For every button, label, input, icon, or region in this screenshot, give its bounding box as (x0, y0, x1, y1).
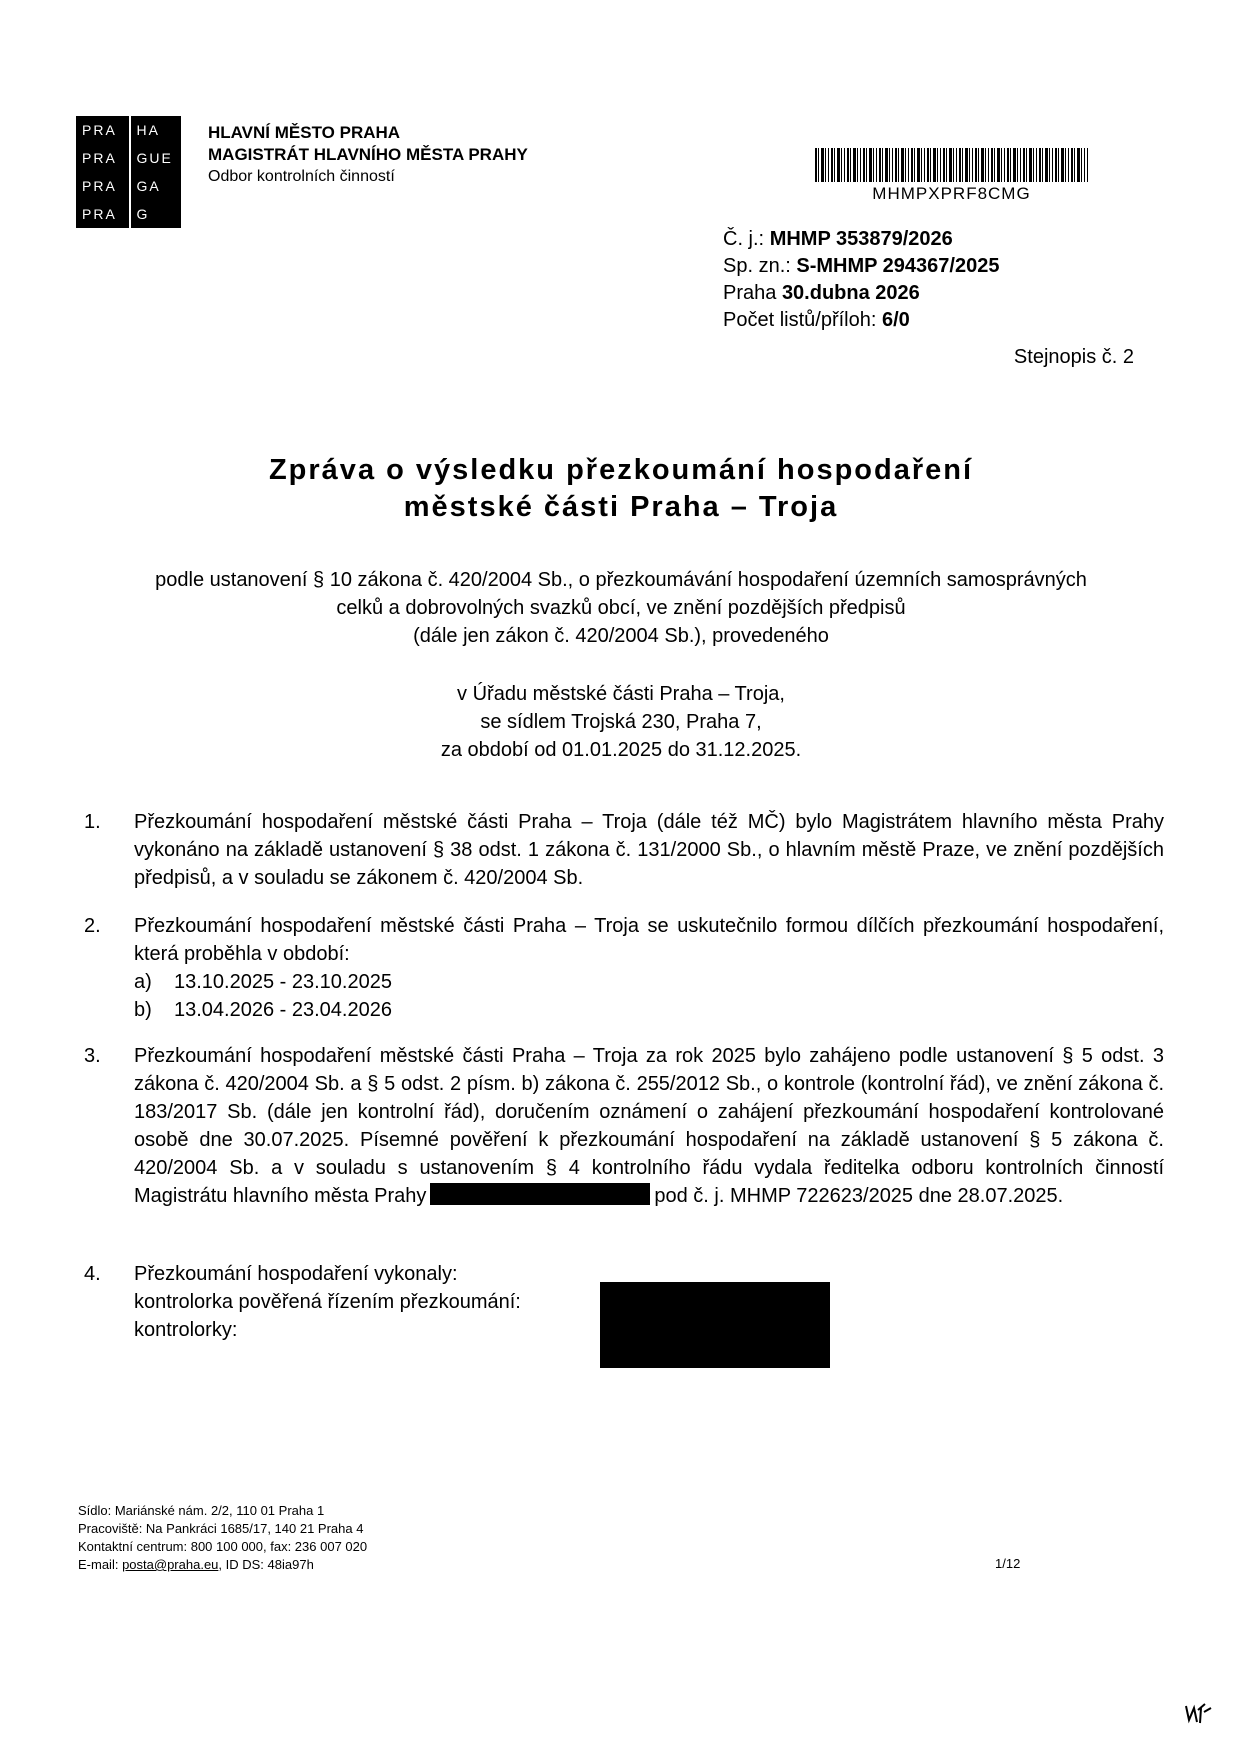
footer-line: Pracoviště: Na Pankráci 1685/17, 140 21 Praha 4 (78, 1521, 364, 1536)
barcode (815, 148, 1088, 182)
copy-number: Stejnopis č. 2 (1013, 346, 1134, 368)
ref-cj (723, 226, 999, 253)
item-text-part: pod č. j. MHMP 722623/2025 dne 28.07.2025. (654, 1185, 1064, 1207)
logo-cell: PRA (82, 150, 117, 166)
item-number: 1. (84, 811, 101, 833)
ref-spzn (723, 253, 999, 280)
item-text (134, 1042, 1164, 1210)
logo-cell: GA (129, 172, 182, 200)
organization-header (208, 122, 528, 188)
email-link[interactable]: posta@praha.eu (122, 1557, 219, 1572)
location-line: v Úřadu městské části Praha – Troja, (457, 683, 785, 705)
footer-contact (78, 1502, 367, 1574)
location-line: se sídlem Trojská 230, Praha 7, (480, 711, 762, 733)
period-b-value: 13.04.2026 - 23.04.2026 (174, 999, 392, 1021)
logo-cell: HA (129, 116, 182, 144)
item-number: 4. (84, 1263, 101, 1285)
redaction-bar (430, 1183, 650, 1205)
footer-line (78, 1556, 367, 1574)
ref-date-label: Praha (723, 282, 777, 304)
logo-cell: G (129, 200, 182, 228)
org-city: HLAVNÍ MĚSTO PRAHA (208, 123, 401, 142)
title-line-2: městské části Praha – Troja (403, 491, 839, 523)
logo-cell: GUE (129, 144, 182, 172)
list-item (84, 1042, 1164, 1210)
org-department: Odbor kontrolních činností (208, 168, 395, 185)
item-text: Přezkoumání hospodaření městské části Praha – Troja (dále též MČ) bylo Magistrátem hlavního města Prahy vykonáno na základě ustanovení § 38 odst. 1 zákona č. 131/2000 Sb., o hlavním městě Praze, ve znění pozdějších předpisů, a v souladu se zákonem č. 420/2004 Sb. (134, 811, 1164, 889)
period-a-value: 13.10.2025 - 23.10.2025 (174, 971, 392, 993)
prague-logo (76, 116, 181, 228)
ref-pages (723, 307, 999, 334)
org-magistrate: MAGISTRÁT HLAVNÍHO MĚSTA PRAHY (208, 145, 528, 164)
logo-cell: PRA (82, 178, 117, 194)
item-number: 3. (84, 1045, 101, 1067)
footer-line: Kontaktní centrum: 800 100 000, fax: 236 007 020 (78, 1539, 368, 1554)
legal-basis-line: celků a dobrovolných svazků obcí, ve znění pozdějších předpisů (336, 597, 906, 619)
audit-location (0, 680, 1242, 764)
item-text-part: Přezkoumání hospodaření městské části Praha – Troja za rok 2025 bylo zahájeno podle ustanovení § 5 odst. 3 zákona č. 420/2004 Sb. a § 5 odst. 2 písm. b) zákona č. 255/2012 Sb., o kontrole (kontrolní řád), ve znění zákona č. 183/2017 Sb. (dále jen kontrolní řád), doručením oznámení o zahájení přezkoumání hospodaření kontrolované osobě dne 30.07.2025. Písemné pověření k přezkoumání hospodaření na základě ustanovení § 5 zákona č. 420/2004 Sb. a v souladu s ustanovením § 4 kontrolního řádu vydala ředitelka odboru kontrolních činností Magistrátu hlavního města Prahy (134, 1045, 1164, 1207)
list-item (84, 912, 1164, 1024)
legal-basis (0, 566, 1242, 650)
period-b (134, 996, 1164, 1024)
ref-cj-label: Č. j.: (723, 228, 765, 250)
item-number: 2. (84, 915, 101, 937)
legal-basis-line: (dále jen zákon č. 420/2004 Sb.), provedeného (413, 625, 829, 647)
ref-pages-label: Počet listů/příloh: (723, 309, 877, 331)
ref-cj-value: MHMP 353879/2026 (769, 228, 953, 250)
legal-basis-line: podle ustanovení § 10 zákona č. 420/2004 Sb., o přezkoumávání hospodaření územních samosprávných (155, 569, 1087, 591)
handwritten-mark (1183, 1698, 1213, 1728)
lead-auditor-label: kontrolorka pověřená řízením přezkoumání: (134, 1291, 521, 1313)
document-title (0, 452, 1242, 526)
barcode-text: MHMPXPRF8CMG (872, 184, 1031, 203)
footer-line: Sídlo: Mariánské nám. 2/2, 110 01 Praha 1 (78, 1503, 325, 1518)
location-line: za období od 01.01.2025 do 31.12.2025. (440, 739, 802, 761)
period-a (134, 968, 1164, 996)
list-item (84, 808, 1164, 892)
ref-date (723, 280, 999, 307)
title-line-1: Zpráva o výsledku přezkoumání hospodaření (268, 454, 974, 486)
item-heading: Přezkoumání hospodaření vykonaly: (134, 1263, 458, 1285)
data-box-id: , ID DS: 48ia97h (218, 1557, 314, 1572)
period-a-label: a) (134, 971, 152, 993)
ref-spzn-value: S-MHMP 294367/2025 (796, 255, 1000, 277)
ref-pages-value: 6/0 (881, 309, 910, 331)
logo-cell: PRA (82, 122, 117, 138)
page-number: 1/12 (995, 1556, 1021, 1571)
reference-block (723, 226, 999, 334)
period-b-label: b) (134, 999, 152, 1021)
ref-date-value: 30.dubna 2026 (781, 282, 920, 304)
auditors-label: kontrolorky: (134, 1319, 238, 1341)
redaction-box (600, 1282, 830, 1368)
ref-spzn-label: Sp. zn.: (723, 255, 791, 277)
logo-cell: PRA (82, 206, 117, 222)
email-label: E-mail: (78, 1557, 119, 1572)
item-text: Přezkoumání hospodaření městské části Praha – Troja se uskutečnilo formou dílčích přezkoumání hospodaření, která proběhla v období: (134, 915, 1164, 965)
